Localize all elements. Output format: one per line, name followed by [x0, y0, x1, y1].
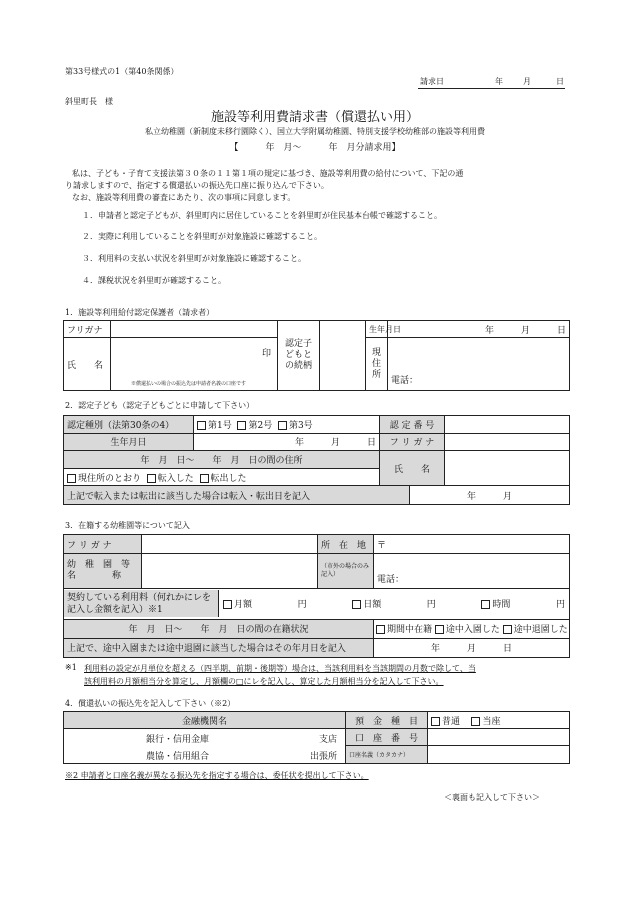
- consent-item-1: １．申請者と認定子どもが、斜里町内に居住していることを斜里町が住民基本台帳で確認すること。: [82, 211, 442, 220]
- postal-mark: 〒: [377, 540, 387, 551]
- daily-checkbox[interactable]: [352, 600, 361, 609]
- address-label: 現住所: [366, 338, 388, 391]
- fee-row: [64, 588, 570, 619]
- seal-mark: 印: [261, 349, 271, 359]
- daily-yen: 円: [426, 600, 436, 611]
- section-3-heading: 3．在籍する幼稚園等について記入: [65, 521, 190, 530]
- child-name-label: 氏 名: [380, 451, 445, 486]
- cert-type-options: [194, 416, 380, 434]
- consent-item-4: ４．課税状況を斜里町が確認すること。: [82, 276, 226, 285]
- seal-note: ※償還払いの場合の振込先は申請者名義の口座です: [131, 381, 247, 387]
- kg-furigana-label: フ リ ガ ナ: [64, 535, 142, 554]
- child-furigana-field[interactable]: [445, 433, 570, 451]
- location-field[interactable]: [374, 535, 570, 554]
- kg-furigana-field[interactable]: [142, 535, 318, 554]
- request-date-month: 月: [523, 77, 531, 86]
- footnote-1-line-2: 該利用料の月額相当分を算定し、月額欄の□にレを記入し、算定した月額相当分を記入して下さい。: [84, 677, 444, 686]
- guardian-address-field[interactable]: [388, 338, 570, 391]
- section-4-heading: 4．償還払いの振込先を記入して下さい（※2）: [65, 699, 236, 708]
- section-2-heading: 2．認定子ども（認定子どもごとに申請して下さい）: [65, 401, 255, 410]
- moved-in-checkbox[interactable]: [147, 474, 156, 483]
- deposit-type-options: [428, 712, 570, 729]
- outside-note: （市外の場合のみ記入）: [318, 554, 374, 589]
- kg-tel-label: 電話：: [377, 574, 405, 585]
- enroll-period-label: 年 月 日～ 年 月 日の間の在籍状況: [64, 619, 374, 638]
- moved-in-label: 転入した: [157, 473, 194, 484]
- request-date-year: 年: [495, 77, 503, 86]
- furigana-label: フリガナ: [64, 321, 111, 338]
- child-birth-label: 生年月日: [64, 433, 194, 451]
- cert-number-field[interactable]: [445, 416, 570, 434]
- type1-checkbox[interactable]: [197, 421, 206, 430]
- footnote-1-line-1: 利用料の設定が月単位を超える（四半期、前期・後期等）場合は、当該利用料を当該期間の月数で除して、当: [84, 664, 476, 673]
- guardian-birth-field[interactable]: 年 月 日: [388, 321, 570, 338]
- intro-line-3: なお、施設等利用費の審査にあたり、次の事項に同意します。: [72, 193, 296, 202]
- agri-type-label: 農協・信用組合: [146, 752, 210, 762]
- hourly-yen: 円: [555, 600, 565, 611]
- child-birth-field[interactable]: 年 月 日: [194, 433, 380, 451]
- hourly-label: 時間: [492, 600, 511, 611]
- request-date-day: 日: [556, 77, 564, 86]
- current-address-checkbox[interactable]: [67, 474, 76, 483]
- intro-line-2: り請求しますので、指定する償還払いの振込先口座に振り込んで下さい。: [65, 181, 329, 190]
- fee-options: [219, 597, 569, 610]
- section-1-heading: 1．施設等利用給付認定保護者（請求者）: [65, 308, 215, 317]
- type3-checkbox[interactable]: [278, 421, 287, 430]
- request-date-label: 請求日: [420, 77, 444, 86]
- guardian-name-field[interactable]: [111, 338, 278, 391]
- period-address-label: 年 月 日～ 年 月 日の間の住所: [64, 451, 380, 469]
- account-holder-label: 口座名義（カタカナ）: [346, 746, 428, 764]
- enroll-date-note: 上記で、途中入園または途中退園に該当した場合はその年月日を記入: [64, 638, 374, 657]
- tel-label: 電話：: [391, 376, 419, 386]
- bank-name-field[interactable]: [64, 729, 346, 764]
- name-label: 氏 名: [64, 338, 111, 391]
- full-period-label: 期間中在籍: [387, 625, 433, 636]
- full-period-checkbox[interactable]: [376, 625, 385, 634]
- type2-checkbox[interactable]: [237, 421, 246, 430]
- move-date-note: 上記で転入または転出に該当した場合は転入・転出日を記入: [64, 486, 410, 505]
- kg-tel-field[interactable]: [374, 554, 570, 589]
- account-number-label: 口 座 番 号: [346, 729, 428, 746]
- page-title: 施設等利用費請求書（償還払い用）: [210, 110, 419, 125]
- footnote-1-mark: ※1: [65, 663, 77, 672]
- bank-name-label: 金融機関名: [64, 712, 346, 729]
- current-label: 当座: [482, 716, 501, 727]
- residence-options: [64, 468, 380, 486]
- office-label: 出張所: [309, 752, 337, 762]
- guardian-furigana-field[interactable]: [111, 321, 278, 338]
- subtitle: 私立幼稚園（新制度未移行園除く）、国立大学附属幼稚園、特別支援学校幼稚部の施設等利用費: [145, 127, 485, 136]
- moved-out-label: 転出した: [210, 473, 247, 484]
- branch-label: 支店: [318, 735, 337, 745]
- addressee: 斜里町長 様: [65, 97, 113, 106]
- type3-label: 第3号: [288, 420, 313, 431]
- footnote-2: ※2 申請者と口座名義が異なる振込先を指定する場合は、委任状を提出して下さい。: [65, 771, 369, 780]
- account-number-field[interactable]: [428, 729, 570, 746]
- fee-label: 契約している利用料（何れかにレを記入し金額を記入）※1: [64, 590, 219, 617]
- monthly-yen: 円: [297, 600, 307, 611]
- hourly-checkbox[interactable]: [481, 600, 490, 609]
- kg-name-field[interactable]: [142, 554, 318, 589]
- mid-join-label: 途中入園した: [445, 625, 500, 636]
- ordinary-label: 普通: [442, 716, 461, 727]
- moved-out-checkbox[interactable]: [200, 474, 209, 483]
- request-date-underline: [418, 88, 565, 89]
- form-number: 第33号様式の1（第40条関係）: [65, 67, 179, 76]
- mid-join-checkbox[interactable]: [435, 625, 444, 634]
- relation-field[interactable]: [320, 321, 366, 391]
- intro-line-1: 私は、子ども・子育て支援法第３０条の１１第１項の規定に基づき、施設等利用費の給付について、下記の通: [72, 169, 464, 178]
- footer-note: ＜裏面も記入して下さい＞: [444, 793, 540, 802]
- type1-label: 第1号: [208, 420, 232, 431]
- deposit-type-label: 預 金 種 目: [346, 712, 428, 729]
- account-holder-field[interactable]: [428, 746, 570, 764]
- cert-type-label: 認定種別（法第30条の4）: [64, 416, 194, 434]
- child-furigana-label: フ リ ガ ナ: [380, 433, 445, 451]
- mid-leave-label: 途中退園した: [513, 625, 568, 636]
- consent-item-2: ２．実際に利用していることを斜里町が対象施設に確認すること。: [82, 232, 322, 241]
- current-checkbox[interactable]: [471, 717, 480, 726]
- current-address-label: 現住所のとおり: [78, 473, 142, 484]
- ordinary-checkbox[interactable]: [431, 717, 440, 726]
- relation-label: 認定子どもとの続柄: [278, 321, 320, 391]
- mid-leave-checkbox[interactable]: [503, 625, 512, 634]
- birth-label: 生年月日: [366, 321, 388, 338]
- child-name-field[interactable]: [445, 451, 570, 486]
- kg-name-label: 幼 稚 園 等 名 称: [64, 554, 142, 589]
- daily-label: 日額: [363, 600, 382, 611]
- monthly-checkbox[interactable]: [223, 600, 232, 609]
- bank-table: [63, 711, 570, 764]
- kindergarten-table: [63, 534, 570, 658]
- child-table: [63, 415, 570, 505]
- period-line: 【 年 月～ 年 月分請求用】: [229, 143, 401, 153]
- monthly-label: 月額: [234, 600, 253, 611]
- bank-type-label: 銀行・信用金庫: [146, 735, 210, 745]
- move-date-field[interactable]: 年 月: [410, 486, 570, 505]
- cert-number-label: 認 定 番 号: [380, 416, 445, 434]
- consent-item-3: ３．利用料の支払い状況を斜里町が対象施設に確認すること。: [82, 254, 306, 263]
- enroll-date-field[interactable]: 年 月 日: [374, 638, 570, 657]
- location-label: 所 在 地: [318, 535, 374, 554]
- type2-label: 第2号: [248, 420, 273, 431]
- guardian-table: [63, 320, 570, 391]
- enroll-options: [374, 619, 570, 638]
